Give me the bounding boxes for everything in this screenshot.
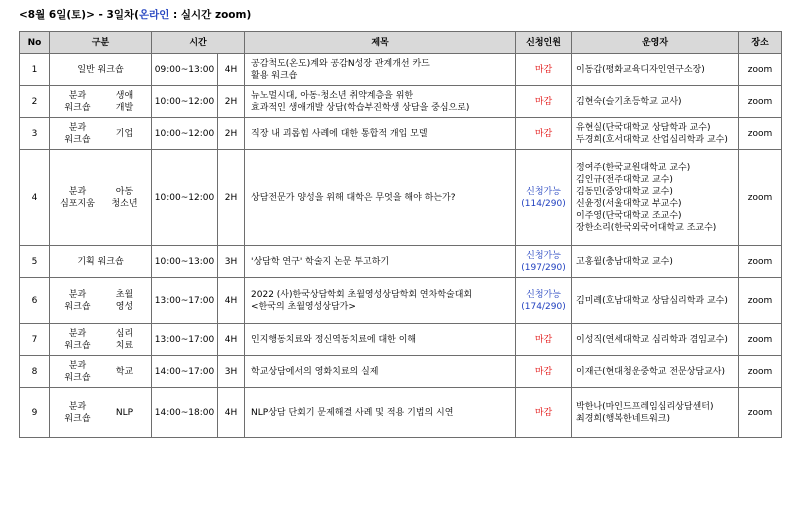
session-title-line: 공감척도(온도)계와 공감N성장 관계개선 카드 (251, 58, 430, 69)
session-category (54, 122, 102, 146)
session-type-cell (50, 54, 152, 86)
session-title-line: 효과적인 생애개발 상담(학습부진학생 상담을 중심으로) (251, 102, 470, 113)
session-title-line: 인지행동치료와 정신역동치료에 대한 이해 (251, 334, 417, 345)
session-title (245, 118, 516, 150)
venue: zoom (739, 150, 782, 246)
session-time: 14:00~18:00 (152, 388, 218, 438)
session-subcategory (102, 328, 148, 352)
session-time: 09:00~13:00 (152, 54, 218, 86)
session-title-line: '상담학 연구' 학술지 논문 투고하기 (251, 256, 390, 267)
operator-name: 고홍월(충남대학교 교수) (576, 256, 673, 267)
session-subcategory-line: 치료 (115, 340, 134, 351)
session-category-line: 워크숍 (64, 340, 91, 351)
operator-name: 두경희(호서대학교 산업심리학과 교수) (576, 134, 728, 145)
schedule-table (19, 31, 782, 438)
application-status-cell (516, 278, 572, 324)
table-row (20, 324, 782, 356)
session-subcategory-line: 청소년 (111, 198, 138, 209)
operators-cell (572, 86, 739, 118)
session-hours: 2H (218, 118, 245, 150)
table-row (20, 246, 782, 278)
session-type (52, 289, 149, 313)
applicant-count: (174/290) (521, 301, 566, 312)
session-type-cell (50, 246, 152, 278)
session-title-line: 2022 (사)한국상담학회 초월영성상담학회 연차학술대회 (251, 289, 473, 300)
table-row (20, 388, 782, 438)
venue: zoom (739, 86, 782, 118)
session-type-cell (50, 356, 152, 388)
operator-name: 최경희(행복한네트워크) (576, 413, 670, 424)
session-category-line: 워크숍 (64, 134, 91, 145)
operator-name: 유현실(단국대학교 상담학과 교수) (576, 122, 711, 133)
col-header-no: No (20, 32, 50, 54)
session-type-cell (50, 118, 152, 150)
venue: zoom (739, 118, 782, 150)
session-type (52, 90, 149, 114)
session-subcategory-line: 아동 (115, 186, 134, 197)
open-badge: 신청가능 (526, 186, 561, 197)
schedule-heading (19, 7, 251, 22)
session-category (54, 186, 102, 210)
row-number: 4 (20, 150, 50, 246)
row-number: 8 (20, 356, 50, 388)
session-category-line: 분과 (68, 401, 87, 412)
session-time: 10:00~12:00 (152, 150, 218, 246)
operators-cell (572, 324, 739, 356)
operator-name: 정여주(한국교원대학교 교수) (576, 162, 691, 173)
session-category (54, 360, 102, 384)
session-subcategory (102, 90, 148, 114)
session-type-cell (50, 150, 152, 246)
operators-cell (572, 388, 739, 438)
operator-name: 김현숙(슬기초등학교 교사) (576, 96, 682, 107)
session-hours: 3H (218, 356, 245, 388)
session-time: 10:00~13:00 (152, 246, 218, 278)
session-type-cell (50, 388, 152, 438)
session-type (52, 328, 149, 352)
session-category-line: 분과 (68, 328, 87, 339)
application-status-cell (516, 86, 572, 118)
application-status-cell (516, 356, 572, 388)
session-title (245, 246, 516, 278)
session-title (245, 150, 516, 246)
session-type (52, 186, 149, 210)
session-title (245, 356, 516, 388)
table-row (20, 54, 782, 86)
application-status-cell (516, 150, 572, 246)
session-title-line: 직장 내 괴롭힘 사례에 대한 통합적 개입 모델 (251, 128, 428, 139)
session-hours: 4H (218, 388, 245, 438)
session-hours: 4H (218, 278, 245, 324)
operator-name: 이재근(현대청운중학교 전문상담교사) (576, 366, 726, 377)
application-status-cell (516, 246, 572, 278)
session-category-line: 분과 (68, 186, 87, 197)
session-time: 10:00~12:00 (152, 118, 218, 150)
heading-prefix: <8월 6일(토)> - 3일차( (19, 9, 139, 21)
session-title-line: 상담전문가 양성을 위해 대학은 무엇을 해야 하는가? (251, 192, 456, 203)
session-category-line: 분과 (68, 122, 87, 133)
session-category-line: 일반 워크숍 (77, 64, 124, 75)
col-header-venue: 장소 (739, 32, 782, 54)
applicant-count: (114/290) (521, 198, 566, 209)
application-status-cell (516, 54, 572, 86)
application-status-cell (516, 118, 572, 150)
session-category (54, 289, 102, 313)
session-title-line: 활용 워크숍 (251, 70, 298, 81)
session-category-line: 분과 (68, 289, 87, 300)
table-row (20, 356, 782, 388)
session-category-line: 분과 (68, 90, 87, 101)
operator-name: 이동갑(평화교육디자인연구소장) (576, 64, 705, 75)
session-category-line: 워크숍 (64, 102, 91, 113)
session-hours: 4H (218, 324, 245, 356)
operator-name: 이성직(연세대학교 심리학과 겸임교수) (576, 334, 728, 345)
session-title (245, 54, 516, 86)
session-subcategory (102, 366, 148, 378)
operators-cell (572, 118, 739, 150)
session-type-cell (50, 324, 152, 356)
session-subcategory (102, 289, 148, 313)
session-hours: 4H (218, 54, 245, 86)
closed-badge: 마감 (534, 334, 553, 345)
operator-name: 박한나(마인드프레임심리상담센터) (576, 401, 714, 412)
session-category-line: 워크숍 (64, 372, 91, 383)
venue: zoom (739, 246, 782, 278)
closed-badge: 마감 (534, 64, 553, 75)
session-time: 13:00~17:00 (152, 324, 218, 356)
col-header-applicants: 신청인원 (516, 32, 572, 54)
session-category-line: 심포지움 (60, 198, 95, 209)
session-time: 14:00~17:00 (152, 356, 218, 388)
table-row (20, 278, 782, 324)
col-header-title: 제목 (245, 32, 516, 54)
operator-name: 김인규(전주대학교 교수) (576, 174, 673, 185)
session-category-line: 기획 워크숍 (77, 256, 124, 267)
operators-cell (572, 246, 739, 278)
session-type-cell (50, 86, 152, 118)
venue: zoom (739, 54, 782, 86)
heading-suffix: : 실시간 zoom) (169, 9, 252, 21)
closed-badge: 마감 (534, 96, 553, 107)
col-header-time: 시간 (152, 32, 245, 54)
operator-name: 장한소리(한국외국어대학교 조교수) (576, 222, 717, 233)
applicant-count: (197/290) (521, 262, 566, 273)
open-badge: 신청가능 (526, 289, 561, 300)
session-time: 10:00~12:00 (152, 86, 218, 118)
row-number: 7 (20, 324, 50, 356)
session-time: 13:00~17:00 (152, 278, 218, 324)
table-body (20, 54, 782, 438)
operators-cell (572, 278, 739, 324)
session-subcategory-line: 초월 (115, 289, 134, 300)
session-subcategory-line: 학교 (115, 366, 134, 377)
operators-cell (572, 150, 739, 246)
session-title (245, 86, 516, 118)
session-title-line: 학교상담에서의 영화치료의 실제 (251, 366, 379, 377)
row-number: 9 (20, 388, 50, 438)
session-hours: 2H (218, 86, 245, 118)
session-category-line: 워크숍 (64, 413, 91, 424)
application-status-cell (516, 324, 572, 356)
session-subcategory-line: 개발 (115, 102, 134, 113)
table-row (20, 86, 782, 118)
row-number: 5 (20, 246, 50, 278)
closed-badge: 마감 (534, 128, 553, 139)
session-category-line: 분과 (68, 360, 87, 371)
session-category (54, 90, 102, 114)
session-title (245, 278, 516, 324)
table-row (20, 118, 782, 150)
row-number: 3 (20, 118, 50, 150)
session-subcategory-line: NLP (115, 407, 134, 418)
row-number: 1 (20, 54, 50, 86)
session-type-cell (50, 278, 152, 324)
session-category-line: 워크숍 (64, 301, 91, 312)
col-header-type: 구분 (50, 32, 152, 54)
closed-badge: 마감 (534, 407, 553, 418)
session-subcategory (102, 407, 148, 419)
session-type (52, 122, 149, 146)
session-subcategory-line: 기업 (115, 128, 134, 139)
operators-cell (572, 54, 739, 86)
session-title-line: 뉴노멀시대, 아동·청소년 취약계층을 위한 (251, 90, 414, 101)
session-subcategory-line: 생애 (115, 90, 134, 101)
session-title-line: NLP상담 단회기 문제해결 사례 및 적용 기법의 시연 (251, 407, 454, 418)
heading-online: 온라인 (138, 9, 170, 21)
row-number: 2 (20, 86, 50, 118)
session-category (54, 328, 102, 352)
operators-cell (572, 356, 739, 388)
venue: zoom (739, 388, 782, 438)
session-hours: 2H (218, 150, 245, 246)
operator-name: 신윤정(서울대학교 부교수) (576, 198, 682, 209)
venue: zoom (739, 324, 782, 356)
col-header-operators: 운영자 (572, 32, 739, 54)
session-type (52, 401, 149, 425)
session-title-line: <한국의 초월영성상담가> (251, 301, 356, 312)
session-type (52, 360, 149, 384)
operator-name: 김미례(호남대학교 상담심리학과 교수) (576, 295, 728, 306)
operator-name: 이주영(단국대학교 조교수) (576, 210, 682, 221)
session-subcategory (102, 128, 148, 140)
table-row (20, 150, 782, 246)
table-header-row (20, 32, 782, 54)
session-hours: 3H (218, 246, 245, 278)
closed-badge: 마감 (534, 366, 553, 377)
session-subcategory-line: 심리 (115, 328, 134, 339)
venue: zoom (739, 278, 782, 324)
venue: zoom (739, 356, 782, 388)
session-category (54, 401, 102, 425)
session-title (245, 388, 516, 438)
open-badge: 신청가능 (526, 250, 561, 261)
session-title (245, 324, 516, 356)
operator-name: 김동민(중앙대학교 교수) (576, 186, 673, 197)
row-number: 6 (20, 278, 50, 324)
session-subcategory (102, 186, 148, 210)
application-status-cell (516, 388, 572, 438)
session-subcategory-line: 영성 (115, 301, 134, 312)
